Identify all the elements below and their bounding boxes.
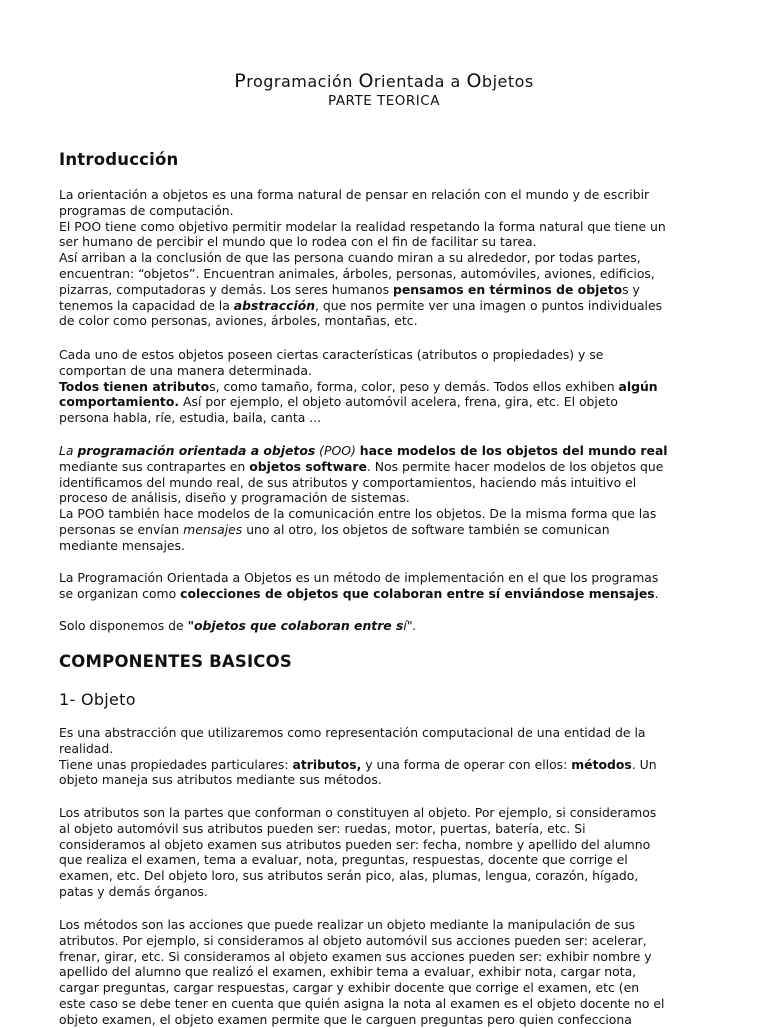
objeto-paragraph-1: Es una abstracción que utilizaremos como representación computacional de una entidad de la realidad. Tiene unas propiedades particulares: atributos, y una forma de operar con ellos: métodos. Un objeto maneja sus atributos mediante sus métodos. (59, 725, 657, 788)
heading-objeto: 1- Objeto (59, 690, 136, 709)
intro-paragraph-4: La Programación Orientada a Objetos es un método de implementación en el que los programas se organizan como colecciones de objetos que colaboran entre sí enviándose mensajes. (59, 570, 659, 601)
heading-componentes-basicos: COMPONENTES BASICOS (59, 652, 292, 671)
objeto-paragraph-2: Los atributos son la partes que conforman o constituyen al objeto. Por ejemplo, si consideramos al objeto automóvil sus atributos pueden ser: ruedas, motor, puertas, batería, etc. Si consideramos al objeto examen sus atributos pueden ser: fecha, nombre y apellido del alumno que realiza el examen, tema a evaluar, nota, preguntas, respuestas, docente que corrige el examen, etc. Del objeto loro, sus atributos serán pico, alas, plumas, lengua, corazón, hígado, patas y demás órganos. (59, 805, 657, 899)
heading-introduccion: Introducción (59, 150, 179, 169)
intro-paragraph-2: Cada uno de estos objetos poseen ciertas características (atributos o propiedades) y se comportan de una manera determinada. Todos tienen atributos, como tamaño, forma, color, peso y demás. Todos ellos exhiben algún comportamiento. Así por ejemplo, el objeto automóvil acelera, frena, gira, etc. El objeto persona habla, ríe, estudia, baila, canta ... (59, 347, 658, 426)
document-title: Programación Orientada a Objetos (234, 70, 534, 92)
document-subtitle: PARTE TEORICA (328, 93, 440, 109)
objeto-paragraph-3: Los métodos son las acciones que puede realizar un objeto mediante la manipulación de sus atributos. Por ejemplo, si consideramos al objeto automóvil sus acciones pueden ser: acelerar, frenar, girar, etc. Si consideramos al objeto examen sus acciones pueden ser: exhibir nombre y apellido del alumno que realizó el examen, exhibir tema a evaluar, exhibir nota, cargar nota, cargar preguntas, cargar respuestas, cargar y exhibir docente que corrige el examen, etc (en este caso se debe tener en cuenta que quién asigna la nota al examen es el objeto docente no el objeto examen, el objeto examen permite que le carguen preguntas pero quien confecciona (59, 917, 665, 1027)
intro-paragraph-3: La programación orientada a objetos (POO) hace modelos de los objetos del mundo real mediante sus contrapartes en objetos software. Nos permite hacer modelos de los objetos que identificamos del mundo real, de sus atributos y comportamientos, haciendo más intuitivo el proceso de análisis, diseño y programación de sistemas. La POO también hace modelos de la comunicación entre los objetos. De la misma forma que las personas se envían mensajes uno al otro, los objetos de software también se comunican mediante mensajes. (59, 443, 668, 553)
intro-paragraph-5: Solo disponemos de "objetos que colaboran entre sí". (59, 618, 417, 633)
intro-paragraph-1: La orientación a objetos es una forma natural de pensar en relación con el mundo y de escribir programas de computación. El POO tiene como objetivo permitir modelar la realidad respetando la forma natural que tiene un ser humano de percibir el mundo que lo rodea con el fin de facilitar su tarea. Así arriban a la conclusión de que las persona cuando miran a su alrededor, por todas partes, encuentran: “objetos”. Encuentran animales, árboles, personas, automóviles, aviones, edificios, pizarras, computadoras y demás. Los seres humanos pensamos en términos de objetos y tenemos la capacidad de la abstracción, que nos permite ver una imagen o puntos individuales de color como personas, aviones, árboles, montañas, etc. (59, 187, 666, 329)
